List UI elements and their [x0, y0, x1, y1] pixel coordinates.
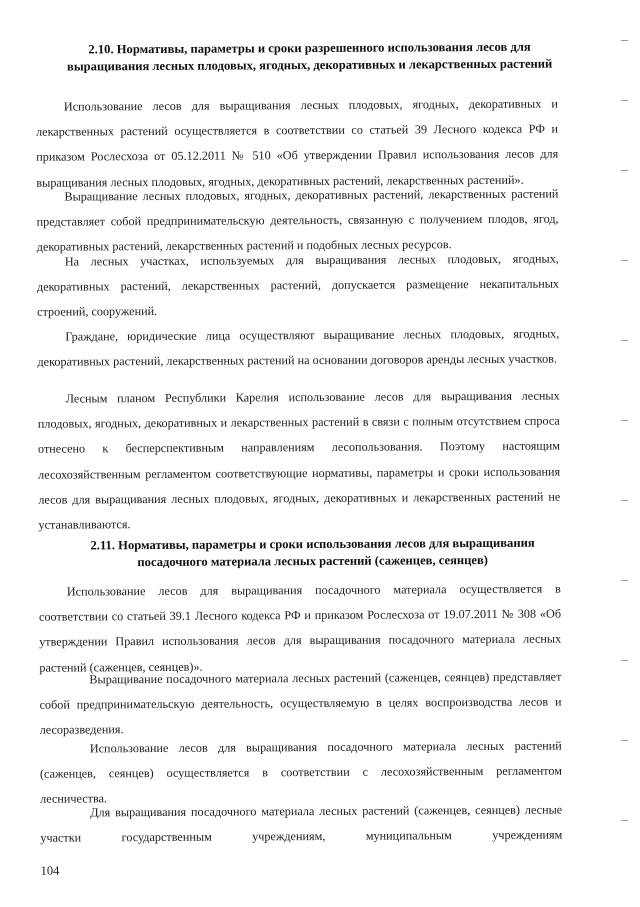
- paragraph-2-11-2: Выращивание посадочного материала лесных растений (саженцев, сеянцев) представляет собой предпринимательскую деятельность, осуществляемую в целях воспроизводства лесов и лесоразведения.: [39, 669, 562, 738]
- paragraph-2-10-4: Граждане, юридические лица осуществляют выращивание лесных плодовых, ягодных, декоративных растений, лекарственных растений на основании договоров аренды лесных участков.: [37, 326, 560, 369]
- paragraph-2-10-2: Выращивание лесных плодовых, ягодных, декоративных растений, лекарственных растений представляет собой предпринимательскую деятельность, связанную с получением плодов, ягод, декоративных растений, лекарственных растений и подобных лесных ресурсов.: [36, 186, 559, 255]
- section-heading-2-11: 2.11. Нормативы, параметры и сроки использования лесов для выращивания посадочного материала лесных растений (саженцев, сеянцев): [90, 535, 535, 570]
- scan-edge-mark: [621, 580, 628, 581]
- paragraph-2-11-3: Использование лесов для выращивания посадочного материала лесных растений (саженцев, сеянцев) осуществляется в соответствии с лесохозяйственным регламентом лесничества.: [39, 738, 563, 807]
- scan-edge-mark: [621, 100, 628, 101]
- scan-edge-mark: [621, 820, 628, 821]
- paragraph-2-11-1: Использование лесов для выращивания посадочного материала осуществляется в соответствии со статьей 39.1 Лесного кодекса РФ и приказом Рослесхоза от 19.07.2011 № 308 «Об утверждении Правил использования лесов для выращивания посадочного материала лесных растений (саженцев, сеянцев)».: [38, 581, 562, 675]
- paragraph-2-10-3: На лесных участках, используемых для выращивания лесных плодовых, ягодных, декоративных растений, лекарственных растений, допускается размещение некапитальных строений, сооружений.: [36, 251, 560, 320]
- paragraph-2-10-1: Использование лесов для выращивания лесных плодовых, ягодных, декоративных и лекарственных растений осуществляется в соответствии со статьей 39 Лесного кодекса РФ и приказом Рослесхоза от 05.12.2011 № 510 «Об утверждении Правил использования лесов для выращивания лесных плодовых, ягодных, декоративных растений, лекарственных растений».: [36, 96, 559, 190]
- section-heading-2-10: 2.10. Нормативы, параметры и сроки разрешенного использования лесов для выращивания лесных плодовых, ягодных, декоративных и лекарственных растений: [66, 39, 553, 74]
- scan-edge-mark: [621, 660, 628, 661]
- scan-edge-mark: [621, 500, 628, 501]
- scan-edge-mark: [621, 340, 628, 341]
- scan-edge-mark: [621, 40, 628, 41]
- scan-edge-mark: [621, 740, 628, 741]
- scan-edge-mark: [621, 420, 628, 421]
- page-number: 104: [40, 863, 60, 878]
- scan-edge-mark: [621, 170, 628, 171]
- paragraph-2-10-5: Лесным планом Республики Карелия использование лесов для выращивания лесных плодовых, ягодных, декоративных и лекарственных растений в связи с полным отсутствием спроса отнесено к бесперспективным направлениям лесопользования. Поэтому настоящим лесохозяйственным регламентом соответствующие нормативы, параметры и сроки использования лесов для выращивания лесных плодовых, ягодных, декоративных и лекарственных растений не устанавливаются.: [37, 388, 561, 532]
- paragraph-2-11-4: Для выращивания посадочного материала лесных растений (саженцев, сеянцев) лесные участки государственным учреждениям, муниципальным учреждениям: [40, 802, 563, 845]
- scan-edge-mark: [621, 260, 628, 261]
